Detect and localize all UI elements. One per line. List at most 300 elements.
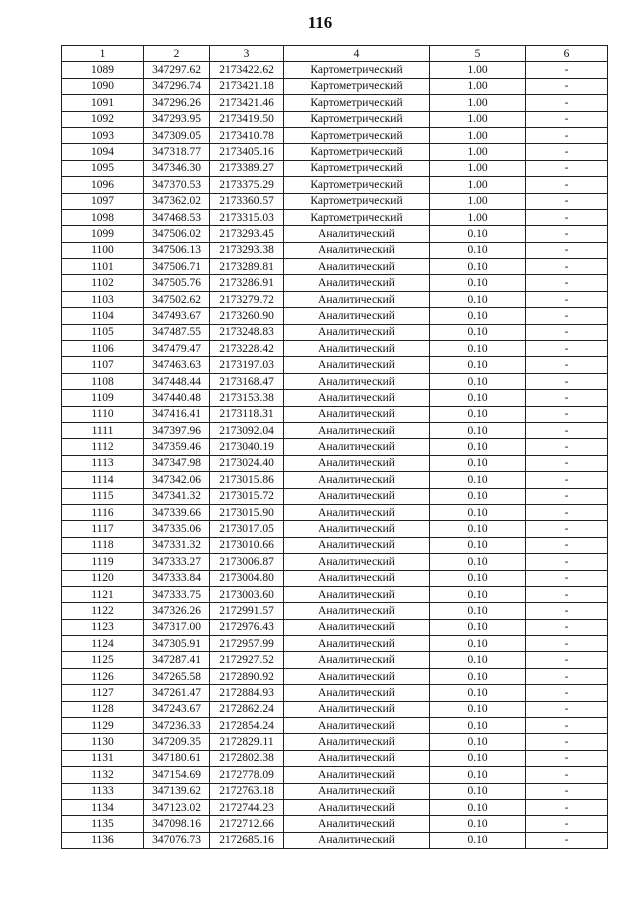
y-coordinate-cell: 2173228.42 xyxy=(210,341,284,357)
point-number-cell: 1090 xyxy=(62,78,144,94)
accuracy-cell: 0.10 xyxy=(430,422,526,438)
accuracy-cell: 0.10 xyxy=(430,586,526,602)
y-coordinate-cell: 2173004.80 xyxy=(210,570,284,586)
y-coordinate-cell: 2173118.31 xyxy=(210,406,284,422)
method-cell: Аналитический xyxy=(284,472,430,488)
header-cell-method: 4 xyxy=(284,46,430,62)
note-cell: - xyxy=(526,275,608,291)
note-cell: - xyxy=(526,406,608,422)
table-row xyxy=(62,750,608,766)
y-coordinate-cell: 2173375.29 xyxy=(210,177,284,193)
point-number-cell: 1098 xyxy=(62,209,144,225)
note-cell: - xyxy=(526,799,608,815)
x-coordinate-cell: 347346.30 xyxy=(144,160,210,176)
method-cell: Аналитический xyxy=(284,750,430,766)
point-number-cell: 1100 xyxy=(62,242,144,258)
table-row xyxy=(62,570,608,586)
point-number-cell: 1115 xyxy=(62,488,144,504)
method-cell: Картометрический xyxy=(284,111,430,127)
note-cell: - xyxy=(526,127,608,143)
point-number-cell: 1123 xyxy=(62,619,144,635)
point-number-cell: 1089 xyxy=(62,62,144,78)
note-cell: - xyxy=(526,373,608,389)
x-coordinate-cell: 347506.71 xyxy=(144,259,210,275)
table-row xyxy=(62,78,608,94)
note-cell: - xyxy=(526,455,608,471)
note-cell: - xyxy=(526,767,608,783)
x-coordinate-cell: 347342.06 xyxy=(144,472,210,488)
x-coordinate-cell: 347297.62 xyxy=(144,62,210,78)
accuracy-cell: 0.10 xyxy=(430,767,526,783)
note-cell: - xyxy=(526,701,608,717)
point-number-cell: 1095 xyxy=(62,160,144,176)
method-cell: Аналитический xyxy=(284,799,430,815)
method-cell: Аналитический xyxy=(284,636,430,652)
x-coordinate-cell: 347139.62 xyxy=(144,783,210,799)
header-cell-point-number: 1 xyxy=(62,46,144,62)
x-coordinate-cell: 347296.74 xyxy=(144,78,210,94)
method-cell: Аналитический xyxy=(284,832,430,848)
accuracy-cell: 1.00 xyxy=(430,177,526,193)
point-number-cell: 1112 xyxy=(62,439,144,455)
table-row xyxy=(62,504,608,520)
y-coordinate-cell: 2173293.45 xyxy=(210,226,284,242)
y-coordinate-cell: 2172976.43 xyxy=(210,619,284,635)
note-cell: - xyxy=(526,636,608,652)
note-cell: - xyxy=(526,685,608,701)
note-cell: - xyxy=(526,144,608,160)
method-cell: Аналитический xyxy=(284,554,430,570)
accuracy-cell: 0.10 xyxy=(430,668,526,684)
accuracy-cell: 0.10 xyxy=(430,406,526,422)
table-row xyxy=(62,554,608,570)
note-cell: - xyxy=(526,357,608,373)
method-cell: Аналитический xyxy=(284,390,430,406)
y-coordinate-cell: 2173260.90 xyxy=(210,308,284,324)
accuracy-cell: 0.10 xyxy=(430,734,526,750)
method-cell: Аналитический xyxy=(284,439,430,455)
y-coordinate-cell: 2172927.52 xyxy=(210,652,284,668)
x-coordinate-cell: 347359.46 xyxy=(144,439,210,455)
y-coordinate-cell: 2173422.62 xyxy=(210,62,284,78)
accuracy-cell: 1.00 xyxy=(430,95,526,111)
table-row xyxy=(62,291,608,307)
y-coordinate-cell: 2172957.99 xyxy=(210,636,284,652)
note-cell: - xyxy=(526,439,608,455)
y-coordinate-cell: 2173006.87 xyxy=(210,554,284,570)
point-number-cell: 1113 xyxy=(62,455,144,471)
point-number-cell: 1134 xyxy=(62,799,144,815)
point-number-cell: 1110 xyxy=(62,406,144,422)
table-row xyxy=(62,308,608,324)
x-coordinate-cell: 347333.75 xyxy=(144,586,210,602)
point-number-cell: 1111 xyxy=(62,422,144,438)
note-cell: - xyxy=(526,390,608,406)
x-coordinate-cell: 347076.73 xyxy=(144,832,210,848)
note-cell: - xyxy=(526,177,608,193)
accuracy-cell: 0.10 xyxy=(430,275,526,291)
x-coordinate-cell: 347463.63 xyxy=(144,357,210,373)
method-cell: Аналитический xyxy=(284,341,430,357)
point-number-cell: 1130 xyxy=(62,734,144,750)
x-coordinate-cell: 347397.96 xyxy=(144,422,210,438)
point-number-cell: 1108 xyxy=(62,373,144,389)
method-cell: Картометрический xyxy=(284,62,430,78)
y-coordinate-cell: 2172890.92 xyxy=(210,668,284,684)
point-number-cell: 1116 xyxy=(62,504,144,520)
note-cell: - xyxy=(526,750,608,766)
x-coordinate-cell: 347305.91 xyxy=(144,636,210,652)
accuracy-cell: 0.10 xyxy=(430,373,526,389)
method-cell: Аналитический xyxy=(284,275,430,291)
table-row xyxy=(62,406,608,422)
method-cell: Аналитический xyxy=(284,570,430,586)
note-cell: - xyxy=(526,668,608,684)
note-cell: - xyxy=(526,783,608,799)
x-coordinate-cell: 347347.98 xyxy=(144,455,210,471)
point-number-cell: 1117 xyxy=(62,521,144,537)
y-coordinate-cell: 2173286.91 xyxy=(210,275,284,291)
method-cell: Аналитический xyxy=(284,373,430,389)
table-row xyxy=(62,111,608,127)
y-coordinate-cell: 2173421.18 xyxy=(210,78,284,94)
method-cell: Картометрический xyxy=(284,193,430,209)
table-row xyxy=(62,160,608,176)
x-coordinate-cell: 347502.62 xyxy=(144,291,210,307)
y-coordinate-cell: 2172712.66 xyxy=(210,816,284,832)
accuracy-cell: 0.10 xyxy=(430,554,526,570)
x-coordinate-cell: 347293.95 xyxy=(144,111,210,127)
accuracy-cell: 1.00 xyxy=(430,111,526,127)
accuracy-cell: 0.10 xyxy=(430,324,526,340)
accuracy-cell: 0.10 xyxy=(430,537,526,553)
note-cell: - xyxy=(526,652,608,668)
accuracy-cell: 0.10 xyxy=(430,439,526,455)
method-cell: Картометрический xyxy=(284,95,430,111)
accuracy-cell: 0.10 xyxy=(430,488,526,504)
method-cell: Аналитический xyxy=(284,455,430,471)
accuracy-cell: 0.10 xyxy=(430,226,526,242)
note-cell: - xyxy=(526,570,608,586)
accuracy-cell: 0.10 xyxy=(430,341,526,357)
table-row xyxy=(62,144,608,160)
point-number-cell: 1126 xyxy=(62,668,144,684)
note-cell: - xyxy=(526,226,608,242)
y-coordinate-cell: 2173389.27 xyxy=(210,160,284,176)
point-number-cell: 1094 xyxy=(62,144,144,160)
table-body xyxy=(62,62,608,849)
x-coordinate-cell: 347487.55 xyxy=(144,324,210,340)
point-number-cell: 1129 xyxy=(62,718,144,734)
y-coordinate-cell: 2173360.57 xyxy=(210,193,284,209)
accuracy-cell: 0.10 xyxy=(430,308,526,324)
table-row xyxy=(62,259,608,275)
point-number-cell: 1135 xyxy=(62,816,144,832)
table-row xyxy=(62,242,608,258)
y-coordinate-cell: 2172744.23 xyxy=(210,799,284,815)
point-number-cell: 1105 xyxy=(62,324,144,340)
method-cell: Картометрический xyxy=(284,78,430,94)
header-cell-accuracy: 5 xyxy=(430,46,526,62)
x-coordinate-cell: 347333.27 xyxy=(144,554,210,570)
table-row xyxy=(62,783,608,799)
y-coordinate-cell: 2173315.03 xyxy=(210,209,284,225)
table-row xyxy=(62,619,608,635)
method-cell: Аналитический xyxy=(284,259,430,275)
accuracy-cell: 0.10 xyxy=(430,750,526,766)
accuracy-cell: 0.10 xyxy=(430,603,526,619)
y-coordinate-cell: 2172763.18 xyxy=(210,783,284,799)
y-coordinate-cell: 2173092.04 xyxy=(210,422,284,438)
y-coordinate-cell: 2173197.03 xyxy=(210,357,284,373)
accuracy-cell: 0.10 xyxy=(430,636,526,652)
note-cell: - xyxy=(526,291,608,307)
x-coordinate-cell: 347209.35 xyxy=(144,734,210,750)
x-coordinate-cell: 347287.41 xyxy=(144,652,210,668)
x-coordinate-cell: 347098.16 xyxy=(144,816,210,832)
accuracy-cell: 0.10 xyxy=(430,816,526,832)
point-number-cell: 1091 xyxy=(62,95,144,111)
point-number-cell: 1101 xyxy=(62,259,144,275)
note-cell: - xyxy=(526,537,608,553)
y-coordinate-cell: 2173010.66 xyxy=(210,537,284,553)
note-cell: - xyxy=(526,111,608,127)
y-coordinate-cell: 2172884.93 xyxy=(210,685,284,701)
method-cell: Аналитический xyxy=(284,701,430,717)
table-row xyxy=(62,521,608,537)
note-cell: - xyxy=(526,472,608,488)
point-number-cell: 1092 xyxy=(62,111,144,127)
coordinates-table xyxy=(61,45,608,849)
point-number-cell: 1104 xyxy=(62,308,144,324)
method-cell: Аналитический xyxy=(284,685,430,701)
note-cell: - xyxy=(526,718,608,734)
table-row xyxy=(62,636,608,652)
x-coordinate-cell: 347440.48 xyxy=(144,390,210,406)
y-coordinate-cell: 2173017.05 xyxy=(210,521,284,537)
page-number: 116 xyxy=(307,13,333,32)
y-coordinate-cell: 2173405.16 xyxy=(210,144,284,160)
x-coordinate-cell: 347243.67 xyxy=(144,701,210,717)
table-row xyxy=(62,701,608,717)
y-coordinate-cell: 2172854.24 xyxy=(210,718,284,734)
table-row xyxy=(62,275,608,291)
accuracy-cell: 1.00 xyxy=(430,127,526,143)
point-number-cell: 1096 xyxy=(62,177,144,193)
note-cell: - xyxy=(526,193,608,209)
accuracy-cell: 0.10 xyxy=(430,799,526,815)
header-row xyxy=(62,46,608,62)
note-cell: - xyxy=(526,259,608,275)
y-coordinate-cell: 2173003.60 xyxy=(210,586,284,602)
x-coordinate-cell: 347309.05 xyxy=(144,127,210,143)
note-cell: - xyxy=(526,816,608,832)
x-coordinate-cell: 347236.33 xyxy=(144,718,210,734)
y-coordinate-cell: 2173168.47 xyxy=(210,373,284,389)
table-row xyxy=(62,767,608,783)
note-cell: - xyxy=(526,422,608,438)
x-coordinate-cell: 347331.32 xyxy=(144,537,210,553)
x-coordinate-cell: 347265.58 xyxy=(144,668,210,684)
table-row xyxy=(62,422,608,438)
accuracy-cell: 1.00 xyxy=(430,62,526,78)
note-cell: - xyxy=(526,832,608,848)
accuracy-cell: 0.10 xyxy=(430,390,526,406)
y-coordinate-cell: 2173279.72 xyxy=(210,291,284,307)
x-coordinate-cell: 347505.76 xyxy=(144,275,210,291)
y-coordinate-cell: 2173015.90 xyxy=(210,504,284,520)
table-row xyxy=(62,734,608,750)
table-row xyxy=(62,455,608,471)
y-coordinate-cell: 2173421.46 xyxy=(210,95,284,111)
method-cell: Аналитический xyxy=(284,504,430,520)
table-row xyxy=(62,324,608,340)
point-number-cell: 1127 xyxy=(62,685,144,701)
accuracy-cell: 0.10 xyxy=(430,521,526,537)
x-coordinate-cell: 347123.02 xyxy=(144,799,210,815)
point-number-cell: 1099 xyxy=(62,226,144,242)
method-cell: Аналитический xyxy=(284,783,430,799)
method-cell: Аналитический xyxy=(284,718,430,734)
point-number-cell: 1124 xyxy=(62,636,144,652)
x-coordinate-cell: 347339.66 xyxy=(144,504,210,520)
accuracy-cell: 0.10 xyxy=(430,701,526,717)
point-number-cell: 1122 xyxy=(62,603,144,619)
method-cell: Аналитический xyxy=(284,652,430,668)
point-number-cell: 1125 xyxy=(62,652,144,668)
method-cell: Аналитический xyxy=(284,767,430,783)
accuracy-cell: 1.00 xyxy=(430,209,526,225)
accuracy-cell: 1.00 xyxy=(430,193,526,209)
method-cell: Аналитический xyxy=(284,291,430,307)
method-cell: Картометрический xyxy=(284,127,430,143)
accuracy-cell: 0.10 xyxy=(430,242,526,258)
note-cell: - xyxy=(526,324,608,340)
note-cell: - xyxy=(526,619,608,635)
method-cell: Картометрический xyxy=(284,160,430,176)
accuracy-cell: 0.10 xyxy=(430,685,526,701)
accuracy-cell: 0.10 xyxy=(430,783,526,799)
accuracy-cell: 0.10 xyxy=(430,504,526,520)
y-coordinate-cell: 2172802.38 xyxy=(210,750,284,766)
method-cell: Аналитический xyxy=(284,537,430,553)
accuracy-cell: 0.10 xyxy=(430,652,526,668)
note-cell: - xyxy=(526,160,608,176)
method-cell: Аналитический xyxy=(284,816,430,832)
table-row xyxy=(62,488,608,504)
point-number-cell: 1107 xyxy=(62,357,144,373)
x-coordinate-cell: 347362.02 xyxy=(144,193,210,209)
y-coordinate-cell: 2172778.09 xyxy=(210,767,284,783)
y-coordinate-cell: 2173015.86 xyxy=(210,472,284,488)
table-row xyxy=(62,127,608,143)
x-coordinate-cell: 347506.02 xyxy=(144,226,210,242)
accuracy-cell: 1.00 xyxy=(430,78,526,94)
accuracy-cell: 0.10 xyxy=(430,832,526,848)
y-coordinate-cell: 2173419.50 xyxy=(210,111,284,127)
accuracy-cell: 0.10 xyxy=(430,718,526,734)
x-coordinate-cell: 347448.44 xyxy=(144,373,210,389)
y-coordinate-cell: 2173293.38 xyxy=(210,242,284,258)
table-row xyxy=(62,226,608,242)
method-cell: Аналитический xyxy=(284,226,430,242)
table-row xyxy=(62,193,608,209)
note-cell: - xyxy=(526,78,608,94)
table-row xyxy=(62,586,608,602)
accuracy-cell: 0.10 xyxy=(430,472,526,488)
table-row xyxy=(62,62,608,78)
table-row xyxy=(62,95,608,111)
note-cell: - xyxy=(526,308,608,324)
point-number-cell: 1103 xyxy=(62,291,144,307)
y-coordinate-cell: 2173040.19 xyxy=(210,439,284,455)
accuracy-cell: 1.00 xyxy=(430,144,526,160)
y-coordinate-cell: 2173248.83 xyxy=(210,324,284,340)
x-coordinate-cell: 347154.69 xyxy=(144,767,210,783)
y-coordinate-cell: 2173153.38 xyxy=(210,390,284,406)
point-number-cell: 1093 xyxy=(62,127,144,143)
table-row xyxy=(62,832,608,848)
method-cell: Аналитический xyxy=(284,242,430,258)
x-coordinate-cell: 347341.32 xyxy=(144,488,210,504)
point-number-cell: 1121 xyxy=(62,586,144,602)
method-cell: Аналитический xyxy=(284,406,430,422)
table-row xyxy=(62,357,608,373)
method-cell: Аналитический xyxy=(284,619,430,635)
table-row xyxy=(62,603,608,619)
note-cell: - xyxy=(526,341,608,357)
note-cell: - xyxy=(526,586,608,602)
point-number-cell: 1132 xyxy=(62,767,144,783)
table-row xyxy=(62,668,608,684)
y-coordinate-cell: 2172991.57 xyxy=(210,603,284,619)
table-row xyxy=(62,390,608,406)
note-cell: - xyxy=(526,554,608,570)
method-cell: Картометрический xyxy=(284,144,430,160)
note-cell: - xyxy=(526,488,608,504)
method-cell: Аналитический xyxy=(284,586,430,602)
header-cell-x: 2 xyxy=(144,46,210,62)
method-cell: Аналитический xyxy=(284,734,430,750)
point-number-cell: 1133 xyxy=(62,783,144,799)
note-cell: - xyxy=(526,603,608,619)
x-coordinate-cell: 347296.26 xyxy=(144,95,210,111)
table-row xyxy=(62,685,608,701)
point-number-cell: 1114 xyxy=(62,472,144,488)
table-row xyxy=(62,718,608,734)
header-cell-note: 6 xyxy=(526,46,608,62)
x-coordinate-cell: 347317.00 xyxy=(144,619,210,635)
x-coordinate-cell: 347318.77 xyxy=(144,144,210,160)
header-cell-y: 3 xyxy=(210,46,284,62)
table-row xyxy=(62,799,608,815)
point-number-cell: 1136 xyxy=(62,832,144,848)
method-cell: Аналитический xyxy=(284,308,430,324)
x-coordinate-cell: 347416.41 xyxy=(144,406,210,422)
table-row xyxy=(62,209,608,225)
method-cell: Аналитический xyxy=(284,422,430,438)
note-cell: - xyxy=(526,62,608,78)
y-coordinate-cell: 2173024.40 xyxy=(210,455,284,471)
point-number-cell: 1102 xyxy=(62,275,144,291)
method-cell: Аналитический xyxy=(284,324,430,340)
method-cell: Картометрический xyxy=(284,177,430,193)
y-coordinate-cell: 2173289.81 xyxy=(210,259,284,275)
point-number-cell: 1109 xyxy=(62,390,144,406)
x-coordinate-cell: 347333.84 xyxy=(144,570,210,586)
table-row xyxy=(62,341,608,357)
point-number-cell: 1128 xyxy=(62,701,144,717)
